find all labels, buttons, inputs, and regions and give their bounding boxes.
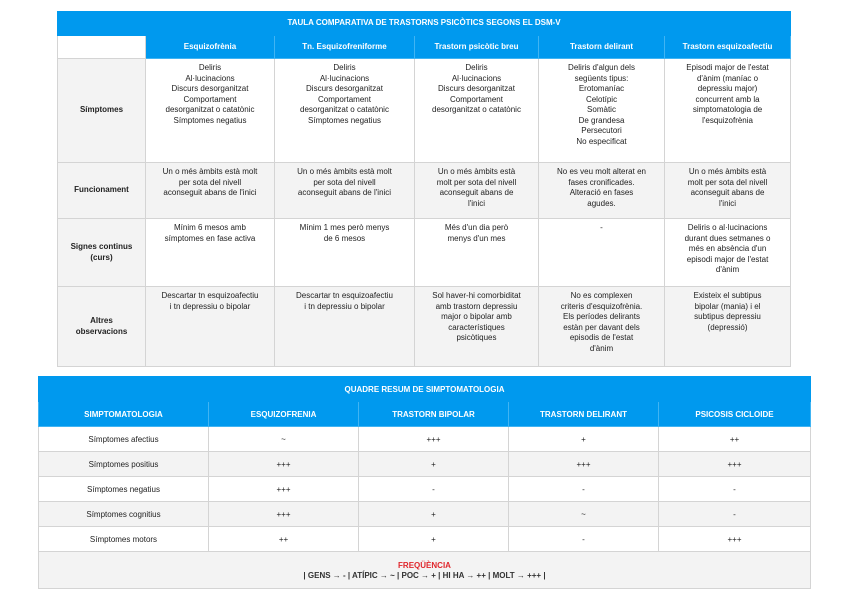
- table-cell: [146, 219, 275, 287]
- table-cell: [665, 163, 791, 219]
- cell-text: Deliris Al·lucinacions Discurs desorganitzat Comportament desorganitzat o catatònic Símptomes negatius: [300, 63, 389, 125]
- table-cell: [275, 287, 415, 367]
- table-row: [58, 219, 791, 287]
- table-cell: [539, 287, 665, 367]
- column-header: Tn. Esquizofreniforme: [275, 36, 415, 59]
- corner-cell: [58, 36, 146, 59]
- table-row: [58, 287, 791, 367]
- table-cell: [665, 219, 791, 287]
- cell-text: Un o més àmbits està molt per sota del nivell aconseguit abans de l'inici: [687, 167, 768, 208]
- table-row: [39, 502, 811, 527]
- symptom-summary-table: [38, 376, 811, 589]
- cell-text: No es veu molt alterat en fases cronificades. Alteració en fases agudes.: [557, 167, 646, 208]
- cell-text: No es complexen criteris d'esquizofrènia. Els períodes delirants estàn per davant dels episodis de l'estat d'ànim: [560, 291, 643, 353]
- cell-text: Episodi major de l'estat d'ànim (maníac o depressiu major) concurrent amb la simptomatologia de l'esquizofrènia: [686, 63, 769, 125]
- row-header: Altres observacions: [58, 287, 146, 367]
- table-cell: [665, 59, 791, 163]
- row-header: Símptomes afectius: [39, 427, 209, 452]
- row-header: Signes continus (curs): [58, 219, 146, 287]
- table-cell: [275, 163, 415, 219]
- column-header: SIMPTOMATOLOGIA: [39, 402, 209, 427]
- table-cell: ++: [209, 527, 359, 552]
- cell-text: Deliris Al·lucinacions Discurs desorganitzat Comportament desorganitzat o catatònic: [432, 63, 521, 114]
- table-cell: +: [359, 502, 509, 527]
- dsm-comparison-table: [57, 11, 791, 367]
- cell-text: Un o més àmbits està molt per sota del nivell aconseguit abans de l'inici: [436, 167, 517, 208]
- table-cell: [539, 163, 665, 219]
- table-row: [39, 427, 811, 452]
- frequency-legend: [39, 552, 811, 589]
- table-row: [58, 59, 791, 163]
- frequency-legend-text: | GENS → - | ATÍPIC → ~ | POC → + | HI HA → ++ | MOLT → +++ |: [303, 570, 546, 580]
- table-cell: [146, 287, 275, 367]
- table-cell: [539, 59, 665, 163]
- frequency-title: FREQÜÈNCIA: [398, 560, 451, 570]
- table-cell: -: [359, 477, 509, 502]
- table-cell: +++: [209, 452, 359, 477]
- column-header: TRASTORN DELIRANT: [509, 402, 659, 427]
- table-cell: [665, 287, 791, 367]
- table-cell: [146, 59, 275, 163]
- table-cell: +++: [509, 452, 659, 477]
- cell-text: Un o més àmbits està molt per sota del nivell aconseguit abans de l'inici: [162, 167, 258, 197]
- cell-text: Mínim 6 mesos amb símptomes en fase activa: [164, 223, 256, 243]
- table-row: [58, 163, 791, 219]
- table-cell: ~: [209, 427, 359, 452]
- column-header: Trastorn psicòtic breu: [415, 36, 539, 59]
- table-cell: +: [359, 452, 509, 477]
- cell-text: Deliris o al·lucinacions durant dues setmanes o més en absència d'un episodi major de l'estat d'ànim: [684, 223, 771, 274]
- table-cell: +++: [659, 452, 811, 477]
- cell-text: Mínim 1 mes però menys de 6 mesos: [299, 223, 390, 243]
- table-cell: +++: [209, 477, 359, 502]
- table-cell: [415, 219, 539, 287]
- cell-text: Deliris d'algun dels següents tipus: Erotomaníac Celotípic Somàtic De grandesa Persecutori No especificat: [568, 63, 635, 146]
- row-header: Funcionament: [58, 163, 146, 219]
- row-header: Símptomes motors: [39, 527, 209, 552]
- row-header: Símptomes cognitius: [39, 502, 209, 527]
- row-header: Símptomes negatius: [39, 477, 209, 502]
- cell-text: Descartar tn esquizoafectiu i tn depressiu o bipolar: [296, 291, 393, 311]
- table-cell: -: [659, 477, 811, 502]
- cell-text: Sol haver-hi comorbiditat amb trastorn depressiu major o bipolar amb característiques psicòtiques: [432, 291, 521, 342]
- table-row: [39, 477, 811, 502]
- table-cell: ~: [509, 502, 659, 527]
- table-row: [39, 527, 811, 552]
- table-cell: [275, 59, 415, 163]
- cell-text: Més d'un dia però menys d'un mes: [444, 223, 509, 243]
- table-cell: +++: [209, 502, 359, 527]
- table-cell: [146, 163, 275, 219]
- column-header: TRASTORN BIPOLAR: [359, 402, 509, 427]
- table-cell: [415, 163, 539, 219]
- cell-text: Deliris Al·lucinacions Discurs desorganitzat Comportament desorganitzat o catatònic Símptomes negatius: [165, 63, 255, 125]
- table-cell: -: [509, 527, 659, 552]
- column-header: ESQUIZOFRENIA: [209, 402, 359, 427]
- table-cell: -: [659, 502, 811, 527]
- table-cell: +: [359, 527, 509, 552]
- table-cell: +++: [659, 527, 811, 552]
- row-header: Símptomes positius: [39, 452, 209, 477]
- table-cell: [415, 59, 539, 163]
- table-cell: [539, 219, 665, 287]
- row-header: Símptomes: [58, 59, 146, 163]
- table-cell: [275, 219, 415, 287]
- table-cell: [415, 287, 539, 367]
- summary-table-title: QUADRE RESUM DE SIMPTOMATOLOGIA: [39, 377, 811, 402]
- table-cell: +: [509, 427, 659, 452]
- cell-text: Un o més àmbits està molt per sota del nivell aconseguit abans de l'inici: [297, 167, 392, 197]
- table-cell: +++: [359, 427, 509, 452]
- cell-text: Existeix el subtipus bipolar (mania) i el subtipus depressiu (depressió): [693, 291, 762, 332]
- cell-text: -: [600, 223, 603, 232]
- cell-text: Descartar tn esquizoafectiu i tn depressiu o bipolar: [161, 291, 259, 311]
- column-header: Trastorn delirant: [539, 36, 665, 59]
- dsm-table-title: TAULA COMPARATIVA DE TRASTORNS PSICÒTICS SEGONS EL DSM-V: [58, 12, 791, 36]
- column-header: PSICOSIS CICLOIDE: [659, 402, 811, 427]
- column-header: Esquizofrènia: [146, 36, 275, 59]
- table-cell: ++: [659, 427, 811, 452]
- column-header: Trastorn esquizoafectiu: [665, 36, 791, 59]
- table-cell: -: [509, 477, 659, 502]
- table-row: [39, 452, 811, 477]
